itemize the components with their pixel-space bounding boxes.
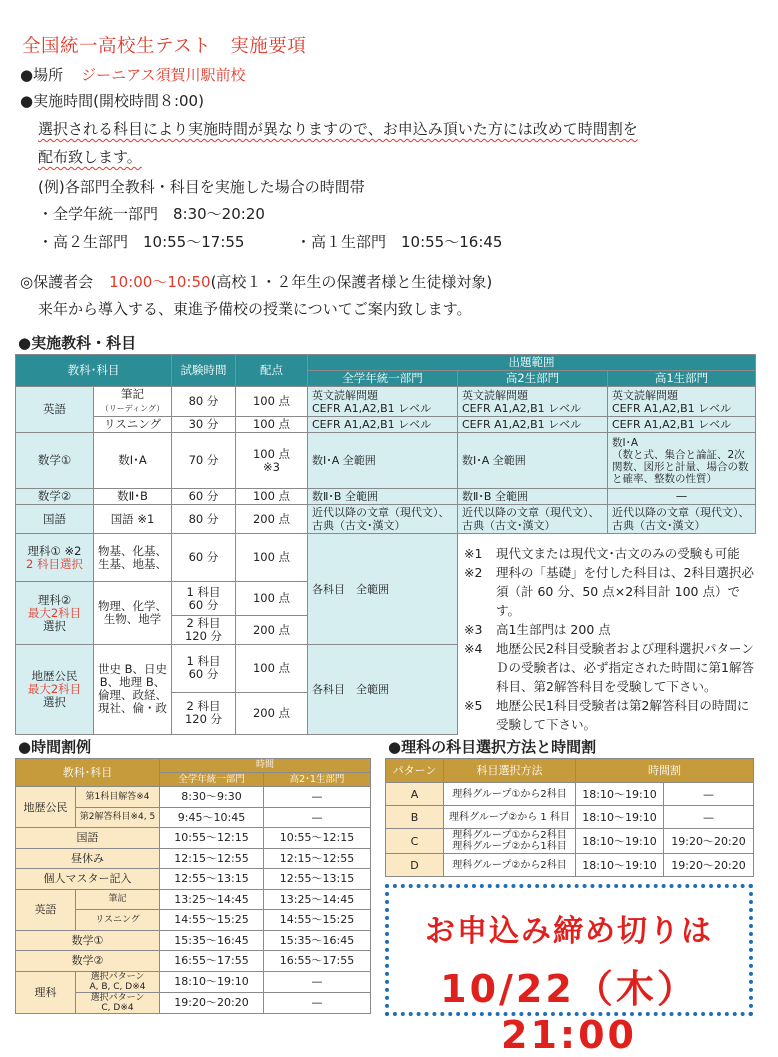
cell: 数Ⅱ･B 全範囲 (308, 489, 458, 505)
table-row (16, 787, 371, 808)
cell: 数Ⅰ･A （数と式、集合と論証、2次関数、図形と計量、場合の数と確率、整数の性質） (608, 433, 756, 489)
sci1-label: 理科① ※2 2 科目選択 (16, 534, 94, 582)
cell: 18:10〜19:10 (576, 806, 664, 829)
cell: 200 点 (236, 616, 308, 645)
cell: 8:30〜9:30 (160, 787, 264, 808)
cell: 100 点 (236, 582, 308, 616)
cell: 各科目 全範囲 (308, 534, 458, 645)
table-row (16, 951, 371, 972)
cell: リスニング (76, 910, 160, 931)
sci-col-pattern: パターン (386, 759, 444, 783)
cell: — (664, 783, 754, 806)
sci2-label: 理科② 最大2科目 選択 (16, 582, 94, 645)
cell: 100 点 (236, 387, 308, 417)
cell: 数Ⅱ･B 全範囲 (458, 489, 608, 505)
cell: 14:55〜15:25 (264, 910, 371, 931)
tt-col-g12: 高2･1生部門 (264, 773, 371, 787)
cell: 80 分 (172, 505, 236, 534)
cell: CEFR A1,A2,B1 レベル (608, 417, 756, 433)
cell: 数学① (16, 930, 160, 951)
note-text: 地歴公民2科目受験者および理科選択パターンＤの受験者は、必ず指定された時間に第1解答科目、第2解答科目を受験して下さい。 (496, 641, 754, 694)
cell: 30 分 (172, 417, 236, 433)
cell: 物理、化学、生物、地学 (94, 582, 172, 645)
tt-col-time: 時間 (160, 759, 371, 773)
cell: 数Ⅱ･B (94, 489, 172, 505)
table-row (386, 829, 754, 854)
cell: 100 点 (236, 417, 308, 433)
cell: 1 科目 60 分 (172, 645, 236, 692)
cell: B (386, 806, 444, 829)
cell: 近代以降の文章（現代文）、古典（古文･漢文） (308, 505, 458, 534)
col-all: 全学年統一部門 (308, 371, 458, 387)
cell: D (386, 854, 444, 877)
cell: — (608, 489, 756, 505)
cell: 第1科目解答※4 (76, 787, 160, 808)
table-row (16, 848, 371, 869)
cell: 数Ⅰ･A 全範囲 (308, 433, 458, 489)
cell: 100 点 (236, 645, 308, 692)
cell: 15:35〜16:45 (264, 930, 371, 951)
cell: 200 点 (236, 692, 308, 734)
cell: 18:10〜19:10 (576, 829, 664, 854)
cell: 15:35〜16:45 (160, 930, 264, 951)
cell: 各科目 全範囲 (308, 645, 458, 734)
parents-desc: (高校１・２年生の保護者様と生徒様対象) (210, 273, 493, 291)
cell: — (664, 806, 754, 829)
cell: 英語 (16, 889, 76, 930)
cell: 数Ⅰ･A (94, 433, 172, 489)
cell: 12:55〜13:15 (160, 869, 264, 890)
deadline-line1: お申込み締め切りは (425, 914, 713, 949)
note-key: ※4 (464, 641, 483, 656)
cell: — (264, 992, 371, 1013)
notes-cell (458, 534, 756, 735)
cell: A (386, 783, 444, 806)
cell: 英文読解問題 CEFR A1,A2,B1 レベル (608, 387, 756, 417)
note-item (464, 563, 756, 620)
cell: 個人マスター記入 (16, 869, 160, 890)
cell: 9:45〜10:45 (160, 807, 264, 828)
note-item (464, 544, 756, 563)
cell: 2 科目 120 分 (172, 616, 236, 645)
parents-time: 10:00〜10:50 (109, 273, 211, 291)
cell: 10:55〜12:15 (264, 828, 371, 849)
note-text: 現代文または現代文･古文のみの受験も可能 (496, 546, 740, 561)
note-text: 地歴公民1科目受験者は第2解答科目の時間に受験して下さい。 (496, 698, 750, 732)
place-line (20, 64, 246, 86)
cell: 18:10〜19:10 (576, 854, 664, 877)
table-row (16, 930, 371, 951)
cell: 国語 (16, 828, 160, 849)
cell: 10:55〜12:15 (160, 828, 264, 849)
cell: 19:20〜20:20 (664, 829, 754, 854)
cell: 近代以降の文章（現代文）、古典（古文･漢文） (608, 505, 756, 534)
cell: 14:55〜15:25 (160, 910, 264, 931)
cell: 19:20〜20:20 (664, 854, 754, 877)
sci-col-method: 科目選択方法 (444, 759, 576, 783)
social-label: 地歴公民 最大2科目 選択 (16, 645, 94, 734)
cell: 60 分 (172, 489, 236, 505)
cell: 16:55〜17:55 (264, 951, 371, 972)
cell: 70 分 (172, 433, 236, 489)
japanese-label: 国語 (16, 505, 94, 534)
cell: 100 点 ※3 (236, 433, 308, 489)
time-heading: ●実施時間(開校時間８:00) (20, 92, 204, 110)
cell: 物基、化基、生基、地基、 (94, 534, 172, 582)
note-key: ※1 (464, 546, 483, 561)
cell: — (264, 971, 371, 992)
cell: 理科グループ②から 1 科目 (444, 806, 576, 829)
parents-text: 来年から導入する、東進予備校の授業についてご案内致します。 (38, 300, 472, 318)
table-row (386, 783, 754, 806)
cell: 数Ⅰ･A 全範囲 (458, 433, 608, 489)
time-example: (例)各部門全教科・科目を実施した場合の時間帯 (38, 178, 365, 196)
deadline-box (385, 884, 753, 1057)
math1-label: 数学① (16, 433, 94, 489)
timetable-table (15, 758, 371, 1014)
cell: 世史 B、日史 B、地理 B、倫理、政経、現社、倫・政 (94, 645, 172, 734)
note-item (464, 620, 756, 639)
tt-col-subject: 教科･科目 (16, 759, 160, 787)
col-g1: 高1生部門 (608, 371, 756, 387)
subjects-heading: ●実施教科・科目 (18, 334, 137, 352)
note-text: 理科の「基礎」を付した科目は、2科目選択必須（計 60 分、50 点×2科目計 100 点）です。 (496, 565, 754, 618)
cell: 理科グループ①から2科目 理科グループ②から1科目 (444, 829, 576, 854)
cell: 200 点 (236, 505, 308, 534)
cell: 18:10〜19:10 (160, 971, 264, 992)
note-item (464, 696, 756, 734)
cell: 18:10〜19:10 (576, 783, 664, 806)
place-value: ジーニアス須賀川駅前校 (81, 66, 246, 84)
cell: 100 点 (236, 534, 308, 582)
cell: 国語 ※1 (94, 505, 172, 534)
note-key: ※2 (464, 565, 483, 580)
subjects-table (15, 354, 756, 735)
time-row-g2: ・高２生部門 10:55〜17:55 (38, 233, 245, 251)
science-table (385, 758, 754, 877)
deadline-line2: 10/22（木）21:00 (440, 967, 698, 1057)
cell: 近代以降の文章（現代文）、古典（古文･漢文） (458, 505, 608, 534)
cell: 選択パターン C, D※4 (76, 992, 160, 1013)
time-text-1: 選択される科目により実施時間が異なりますので、お申込み頂いた方には改めて時間割を (38, 120, 638, 138)
cell: 12:15〜12:55 (264, 848, 371, 869)
time-row-g1: ・高１生部門 10:55〜16:45 (296, 233, 503, 251)
cell: リスニング (94, 417, 172, 433)
cell: — (264, 807, 371, 828)
place-label: ●場所 (20, 66, 64, 84)
sci-col-time: 時間割 (576, 759, 754, 783)
col-points: 配点 (236, 355, 308, 387)
table-row (16, 971, 371, 992)
cell: 100 点 (236, 489, 308, 505)
cell: 理科グループ①から2科目 (444, 783, 576, 806)
time-text-2: 配布致します。 (38, 148, 142, 166)
science-heading: ●理科の科目選択方法と時間割 (388, 738, 597, 756)
table-row (386, 806, 754, 829)
cell: 地歴公民 (16, 787, 76, 828)
cell: 12:55〜13:15 (264, 869, 371, 890)
cell: CEFR A1,A2,B1 レベル (308, 417, 458, 433)
page-title: 全国統一高校生テスト 実施要項 (22, 36, 307, 57)
english-writing: 筆記 （リーディング） (94, 387, 172, 417)
table-row (386, 854, 754, 877)
tt-col-all: 全学年統一部門 (160, 773, 264, 787)
parents-line (20, 271, 492, 293)
cell: 80 分 (172, 387, 236, 417)
math2-label: 数学② (16, 489, 94, 505)
cell: 選択パターン A, B, C, D※4 (76, 971, 160, 992)
english-label: 英語 (16, 387, 94, 433)
col-range: 出題範囲 (308, 355, 756, 371)
col-duration: 試験時間 (172, 355, 236, 387)
note-key: ※3 (464, 622, 483, 637)
cell: 13:25〜14:45 (160, 889, 264, 910)
cell: 13:25〜14:45 (264, 889, 371, 910)
cell: 19:20〜20:20 (160, 992, 264, 1013)
cell: 理科 (16, 971, 76, 1013)
timetable-heading: ●時間割例 (18, 738, 92, 756)
note-key: ※5 (464, 698, 483, 713)
cell: 2 科目 120 分 (172, 692, 236, 734)
cell: 英文読解問題 CEFR A1,A2,B1 レベル (308, 387, 458, 417)
note-item (464, 639, 756, 696)
notes-list (464, 544, 756, 734)
cell: 12:15〜12:55 (160, 848, 264, 869)
cell: — (264, 787, 371, 808)
col-subject: 教科･科目 (16, 355, 172, 387)
table-row (16, 889, 371, 910)
cell: 数学② (16, 951, 160, 972)
cell: C (386, 829, 444, 854)
cell: 英文読解問題 CEFR A1,A2,B1 レベル (458, 387, 608, 417)
time-row-all: ・全学年統一部門 8:30〜20:20 (38, 205, 265, 223)
cell: 理科グループ②から2科目 (444, 854, 576, 877)
table-row (16, 828, 371, 849)
cell: 第2解答科目※4, 5 (76, 807, 160, 828)
cell: 1 科目 60 分 (172, 582, 236, 616)
cell: 昼休み (16, 848, 160, 869)
col-g2: 高2生部門 (458, 371, 608, 387)
parents-label: ◎保護者会 (20, 273, 94, 291)
cell: CEFR A1,A2,B1 レベル (458, 417, 608, 433)
cell: 60 分 (172, 534, 236, 582)
note-text: 高1生部門は 200 点 (496, 622, 611, 637)
cell: 筆記 (76, 889, 160, 910)
cell: 16:55〜17:55 (160, 951, 264, 972)
table-row (16, 869, 371, 890)
